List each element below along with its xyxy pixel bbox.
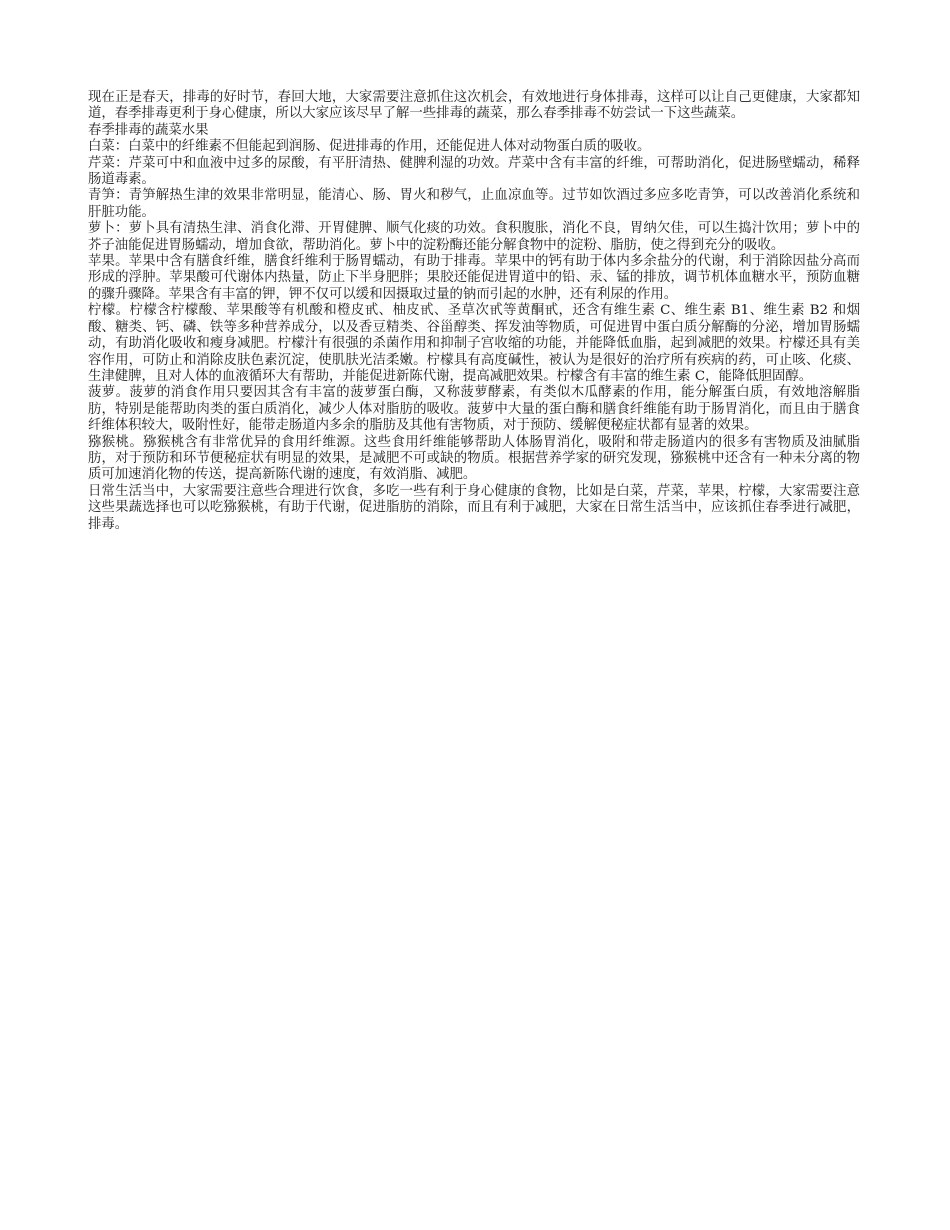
paragraph-lemon: 柠檬。柠檬含柠檬酸、苹果酸等有机酸和橙皮甙、柚皮甙、圣草次甙等黄酮甙，还含有维生素 C、维生素 B1、维生素 B2 和烟酸、糖类、钙、磷、铁等多种营养成分，以及香豆精类、谷甾醇类、挥发油等物质，可促进胃中蛋白质分解酶的分泌，增加胃肠蠕动，有助消化吸收和瘦身减肥。柠檬汁有很强的杀菌作用和抑制子宫收缩的功能，并能降低血脂，起到减肥的效果。柠檬还具有美容作用，可防止和消除皮肤色素沉淀，使肌肤光洁柔嫩。柠檬具有高度碱性，被认为是很好的治疗所有疾病的药，可止咳、化痰、生津健脾，且对人体的血液循环大有帮助，并能促进新陈代谢，提高减肥效果。柠檬含有丰富的维生素 C，能降低胆固醇。 — [88, 303, 860, 384]
paragraph-kiwi: 猕猴桃。猕猴桃含有非常优异的食用纤维源。这些食用纤维能够帮助人体肠胃消化，吸附和带走肠道内的很多有害物质及油腻脂肪，对于预防和环节便秘症状有明显的效果，是减肥不可或缺的物质。根据营养学家的研究发现，猕猴桃中还含有一种未分离的物质可加速消化物的传送，提高新陈代谢的速度，有效消脂、减肥。 — [88, 434, 860, 483]
conclusion-paragraph: 日常生活当中，大家需要注意些合理进行饮食，多吃一些有利于身心健康的食物，比如是白菜，芹菜，苹果，柠檬，大家需要注意这些果蔬选择也可以吃猕猴桃，有助于代谢，促进脂肪的消除，而且有利于减肥，大家在日常生活当中，应该抓住春季进行减肥，排毒。 — [88, 483, 860, 532]
section-heading: 春季排毒的蔬菜水果 — [88, 122, 209, 138]
paragraph-lettuce-stem: 青笋：青笋解热生津的效果非常明显，能清心、肠、胃火和秽气，止血凉血等。过节如饮酒过多应多吃青笋，可以改善消化系统和肝脏功能。 — [88, 188, 860, 220]
intro-paragraph: 现在正是春天，排毒的好时节，春回大地，大家需要注意抓住这次机会，有效地进行身体排毒，这样可以让自己更健康，大家都知道，春季排毒更利于身心健康，所以大家应该尽早了解一些排毒的蔬菜，那么春季排毒不妨尝试一下这些蔬菜。 — [88, 90, 860, 122]
paragraph-radish: 萝卜：萝卜具有清热生津、消食化滞、开胃健脾、顺气化痰的功效。食积腹胀，消化不良，胃纳欠佳，可以生捣汁饮用；萝卜中的芥子油能促进胃肠蠕动，增加食欲，帮助消化。萝卜中的淀粉酶还能分解食物中的淀粉、脂肪，使之得到充分的吸收。 — [88, 221, 860, 253]
paragraph-cabbage: 白菜：白菜中的纤维素不但能起到润肠、促进排毒的作用，还能促进人体对动物蛋白质的吸收。 — [88, 139, 651, 155]
paragraph-pineapple: 菠萝。菠萝的消食作用只要因其含有丰富的菠萝蛋白酶，又称菠萝酵素，有类似木瓜酵素的作用，能分解蛋白质，有效地溶解脂肪，特别是能帮助肉类的蛋白质消化，减少人体对脂肪的吸收。菠萝中大量的蛋白酶和膳食纤维能有助于肠胃消化，而且由于膳食纤维体积较大，吸附性好，能带走肠道内多余的脂肪及其他有害物质，对于预防、缓解便秘症状都有显著的效果。 — [88, 385, 860, 434]
paragraph-celery: 芹菜：芹菜可中和血液中过多的尿酸，有平肝清热、健脾利湿的功效。芹菜中含有丰富的纤维，可帮助消化，促进肠壁蠕动，稀释肠道毒素。 — [88, 155, 860, 188]
document-body — [88, 90, 860, 533]
paragraph-apple: 苹果。苹果中含有膳食纤维，膳食纤维利于肠胃蠕动，有助于排毒。苹果中的钙有助于体内多余盐分的代谢，利于消除因盐分高而形成的浮肿。苹果酸可代谢体内热量，防止下半身肥胖；果胶还能促进胃道中的铅、汞、锰的排放，调节机体血糖水平，预防血糖的骤升骤降。苹果含有丰富的钾，钾不仅可以缓和因摄取过量的钠而引起的水肿，还有利尿的作用。 — [88, 254, 860, 302]
